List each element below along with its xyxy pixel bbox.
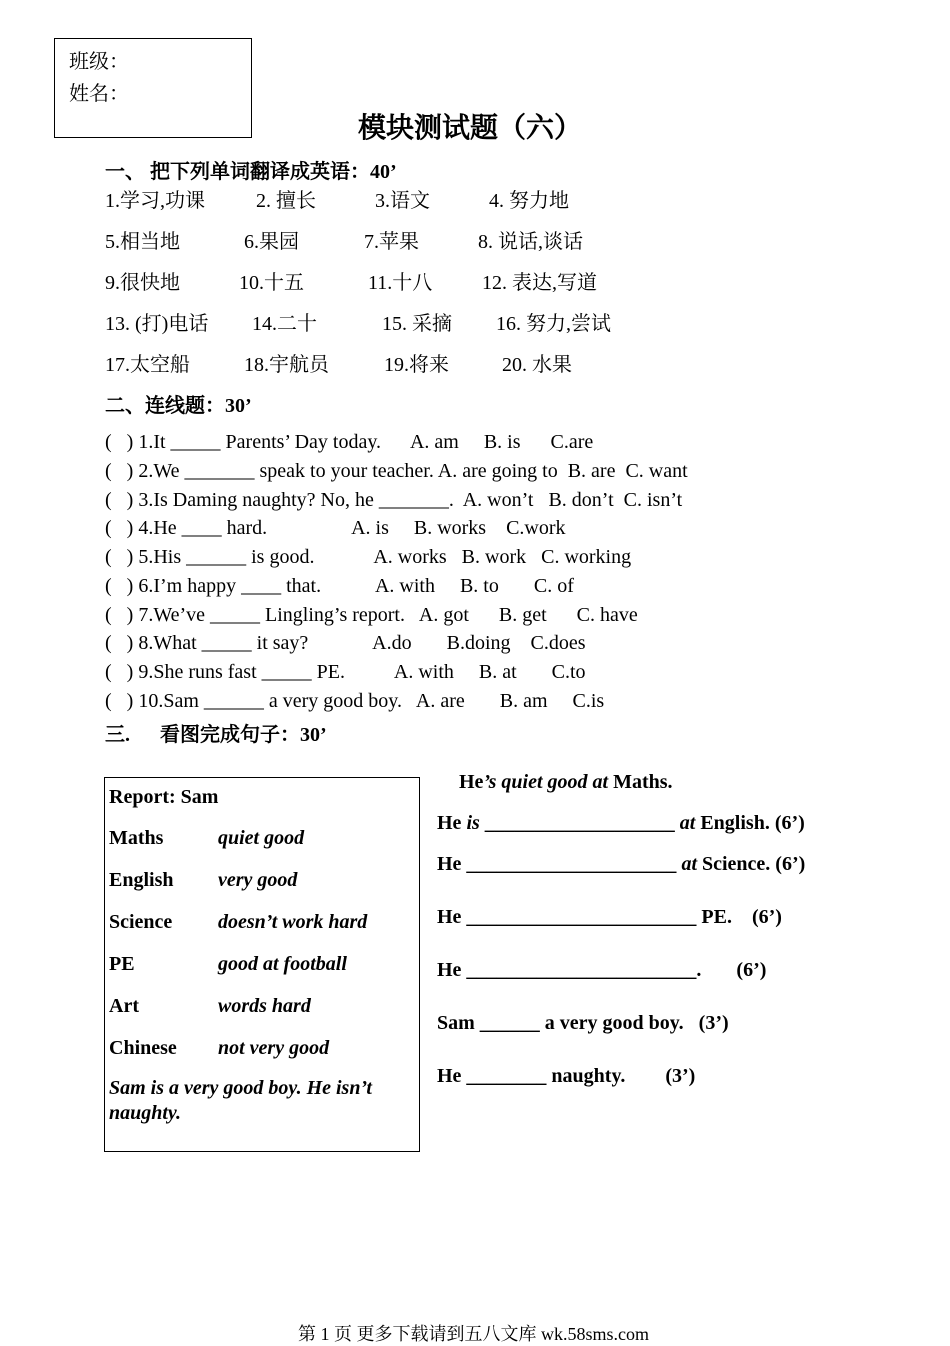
- word-item: 20. 水果: [502, 354, 572, 376]
- word-item: 9.很快地: [105, 272, 180, 294]
- word-item: 18.宇航员: [244, 354, 329, 376]
- word-item: 13. (打)电话: [105, 313, 209, 335]
- word-item: 7.苹果: [364, 231, 419, 253]
- question-item: ( ) 4.He ____ hard. A. is B. works C.work: [105, 517, 566, 539]
- report-title: Report: Sam: [109, 786, 219, 808]
- page-title: 模块测试题（六）: [358, 113, 583, 144]
- exercise-italic: is: [466, 812, 480, 834]
- report-subject: Chinese: [109, 1037, 177, 1059]
- exercise-text: He: [437, 812, 467, 834]
- report-comment: good at football: [218, 953, 347, 975]
- question-item: ( ) 8.What _____ it say? A.do B.doing C.does: [105, 632, 586, 654]
- report-subject: PE: [109, 953, 135, 975]
- section3-heading: 三. 看图完成句子：30’: [105, 724, 327, 746]
- student-info-box: [54, 38, 252, 138]
- report-comment: very good: [218, 869, 298, 891]
- question-item: ( ) 6.I’m happy ____ that. A. with B. to C. of: [105, 575, 574, 597]
- word-item: 16. 努力,尝试: [496, 313, 611, 335]
- exercise-italic: at: [681, 853, 697, 875]
- exercise-text[interactable]: He _____________________: [437, 853, 682, 875]
- word-item: 19.将来: [384, 354, 449, 376]
- exercise-2: [437, 853, 805, 876]
- word-item: 3.语文: [375, 190, 430, 212]
- word-item: 6.果园: [244, 231, 299, 253]
- section2-heading: 二、连线题：30’: [105, 395, 252, 417]
- question-item: ( ) 7.We’ve _____ Lingling’s report. A. got B. get C. have: [105, 604, 638, 626]
- question-item: ( ) 10.Sam ______ a very good boy. A. are B. am C.is: [105, 690, 605, 712]
- exercise-text: Science. (6’): [697, 853, 806, 875]
- report-comment: words hard: [218, 995, 311, 1017]
- word-item: 1.学习,功课: [105, 190, 205, 212]
- section1-heading: 一、 把下列单词翻译成英语：40’: [105, 161, 397, 183]
- report-subject: Science: [109, 911, 173, 933]
- word-item: 15. 采摘: [382, 313, 452, 335]
- word-item: 11.十八: [368, 272, 433, 294]
- example-italic: ’s quiet good at: [483, 771, 609, 793]
- word-item: 8. 说话,谈话: [478, 231, 583, 253]
- page-footer: 第 1 页 更多下载请到五八文库 wk.58sms.com: [298, 1324, 649, 1344]
- exercise-6[interactable]: He ________ naughty. (3’): [437, 1065, 696, 1087]
- report-comment: doesn’t work hard: [218, 911, 368, 933]
- word-item: 2. 擅长: [256, 190, 316, 212]
- question-item: ( ) 9.She runs fast _____ PE. A. with B. at C.to: [105, 661, 586, 683]
- report-card: [104, 777, 420, 1152]
- exercise-text: English. (6’): [695, 812, 805, 834]
- word-item: 14.二十: [252, 313, 317, 335]
- question-item: ( ) 1.It _____ Parents’ Day today. A. am B. is C.are: [105, 431, 594, 453]
- word-item: 10.十五: [239, 272, 304, 294]
- word-item: 17.太空船: [105, 354, 190, 376]
- answer-blank[interactable]: ___________________: [479, 812, 680, 834]
- report-subject: Art: [109, 995, 139, 1017]
- name-label: 姓名：: [69, 83, 129, 105]
- class-label: 班级：: [69, 51, 129, 73]
- word-item: 5.相当地: [105, 231, 180, 253]
- example-sentence: [459, 771, 673, 794]
- report-summary: Sam is a very good boy. He isn’t naughty.: [109, 1077, 372, 1124]
- report-comment: quiet good: [218, 827, 305, 849]
- report-comment: not very good: [218, 1037, 330, 1059]
- question-item: ( ) 2.We _______ speak to your teacher. A. are going to B. are C. want: [105, 460, 688, 482]
- exercise-1: [437, 812, 805, 835]
- example-he: He: [459, 771, 484, 793]
- question-item: ( ) 3.Is Daming naughty? No, he _______. A. won’t B. don’t C. isn’t: [105, 489, 683, 511]
- example-maths: Maths.: [613, 771, 673, 793]
- exercise-5[interactable]: Sam ______ a very good boy. (3’): [437, 1012, 729, 1034]
- exercise-italic: at: [679, 812, 696, 834]
- exercise-4[interactable]: He _______________________. (6’): [437, 959, 767, 981]
- word-item: 4. 努力地: [489, 190, 569, 212]
- report-subject: Maths: [109, 827, 164, 849]
- word-item: 12. 表达,写道: [482, 272, 597, 294]
- exercise-3[interactable]: He _______________________ PE. (6’): [437, 906, 782, 928]
- report-subject: English: [109, 869, 174, 891]
- question-item: ( ) 5.His ______ is good. A. works B. work C. working: [105, 546, 632, 568]
